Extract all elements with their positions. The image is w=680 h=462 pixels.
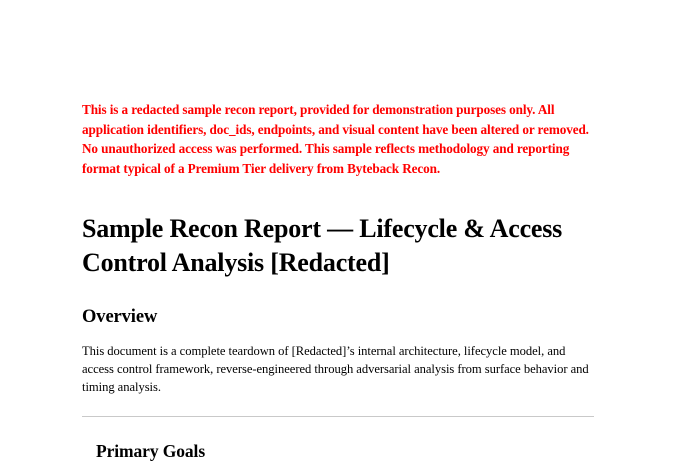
section-divider <box>82 416 594 417</box>
document-body <box>82 0 598 462</box>
redaction-notice: This is a redacted sample recon report, provided for demonstration purposes only. All application identifiers, doc_ids, endpoints, and visual content have been altered or removed. No unauthorized access was performed. This sample reflects methodology and reporting format typical of a Premium Tier delivery from Byteback Recon. <box>82 102 589 176</box>
section-heading-overview: Overview <box>82 306 158 327</box>
page-title: Sample Recon Report — Lifecycle & Access Control Analysis [Redacted] <box>82 214 563 278</box>
section-heading-primary-goals: Primary Goals <box>96 441 206 462</box>
overview-paragraph: This document is a complete teardown of [Redacted]’s internal architecture, lifecycle model, and access control framework, reverse-engineered through adversarial analysis from surface behavior and timing analysis. <box>82 343 589 394</box>
